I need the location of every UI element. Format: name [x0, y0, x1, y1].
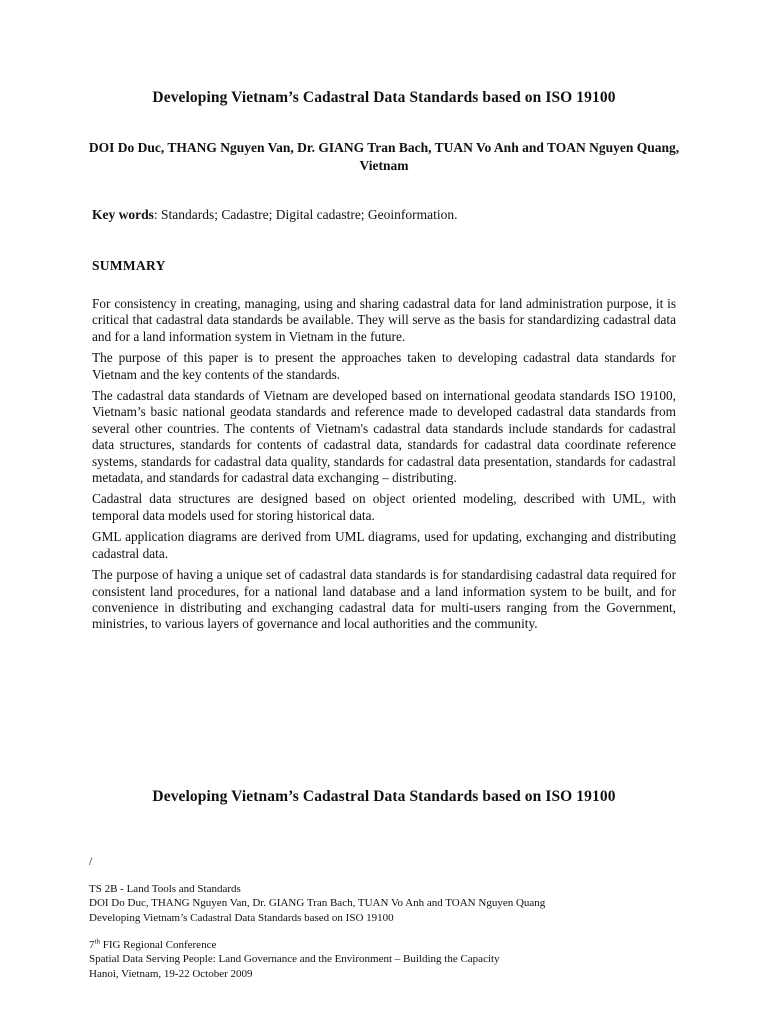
footer-authors: DOI Do Duc, THANG Nguyen Van, Dr. GIANG Tran Bach, TUAN Vo Anh and TOAN Nguyen Quang	[89, 897, 546, 910]
summary-paragraph: The purpose of this paper is to present the approaches taken to developing cadastral data standards for Vietnam and the key contents of the standards.	[92, 350, 676, 382]
repeated-paper-title: Developing Vietnam’s Cadastral Data Standards based on ISO 19100	[152, 788, 616, 805]
summary-paragraph: For consistency in creating, managing, using and sharing cadastral data for land administration purpose, it is critical that cadastral data standards be available. They will serve as the basis for standardizing cadastral data and for a land information system in Vietnam in the future.	[92, 296, 676, 344]
summary-paragraph: GML application diagrams are derived from UML diagrams, used for updating, exchanging and distributing cadastral data.	[92, 529, 676, 561]
summary-heading: SUMMARY	[92, 258, 166, 273]
footer-conference-theme: Spatial Data Serving People: Land Governance and the Environment – Building the Capacity	[89, 953, 500, 966]
footer-session: TS 2B - Land Tools and Standards	[89, 883, 241, 895]
conference-number: 7	[89, 939, 95, 951]
summary-paragraph: The purpose of having a unique set of cadastral data standards is for standardising cadastral data required for consistent land procedures, for a national land database and a land information system to be built, and for convenience in distributing and exchanging cadastral data for multi-users ranging from the Government, ministries, to various layers of governance and local authorities and the community.	[92, 567, 676, 632]
author-list: DOI Do Duc, THANG Nguyen Van, Dr. GIANG Tran Bach, TUAN Vo Anh and TOAN Nguyen Quang, Vietnam	[88, 140, 680, 173]
footer-conference-place-date: Hanoi, Vietnam, 19-22 October 2009	[89, 967, 253, 980]
summary-paragraph: The cadastral data standards of Vietnam are developed based on international geodata standards ISO 19100, Vietnam’s basic national geodata standards and reference made to developed cadastral data standards from several other countries. The contents of Vietnam's cadastral data standards include standards for cadastral data structures, standards for contents of cadastral data, standards for cadastral data coordinate reference systems, standards for cadastral data quality, standards for cadastral data presentation, standards for cadastral metadata, and standards for cadastral data exchanging – distributing.	[92, 388, 676, 486]
keywords-text: : Standards; Cadastre; Digital cadastre; Geoinformation.	[153, 207, 458, 222]
summary-paragraph: Cadastral data structures are designed based on object oriented modeling, described with UML, with temporal data models used for storing historical data.	[92, 491, 676, 523]
paper-title: Developing Vietnam’s Cadastral Data Standards based on ISO 19100	[152, 89, 616, 106]
footer-slash: /	[89, 854, 93, 868]
footer-paper-title: Developing Vietnam’s Cadastral Data Standards based on ISO 19100	[89, 911, 394, 924]
keywords-line	[92, 207, 682, 223]
conference-title: FIG Regional Conference	[99, 939, 217, 951]
conference-ordinal: th	[94, 937, 100, 946]
keywords-label: Key words	[92, 207, 154, 222]
footer-paper-info	[89, 882, 709, 925]
summary-body	[92, 296, 676, 638]
footer-conference-info	[89, 938, 709, 981]
footer-conference-name	[89, 938, 709, 952]
